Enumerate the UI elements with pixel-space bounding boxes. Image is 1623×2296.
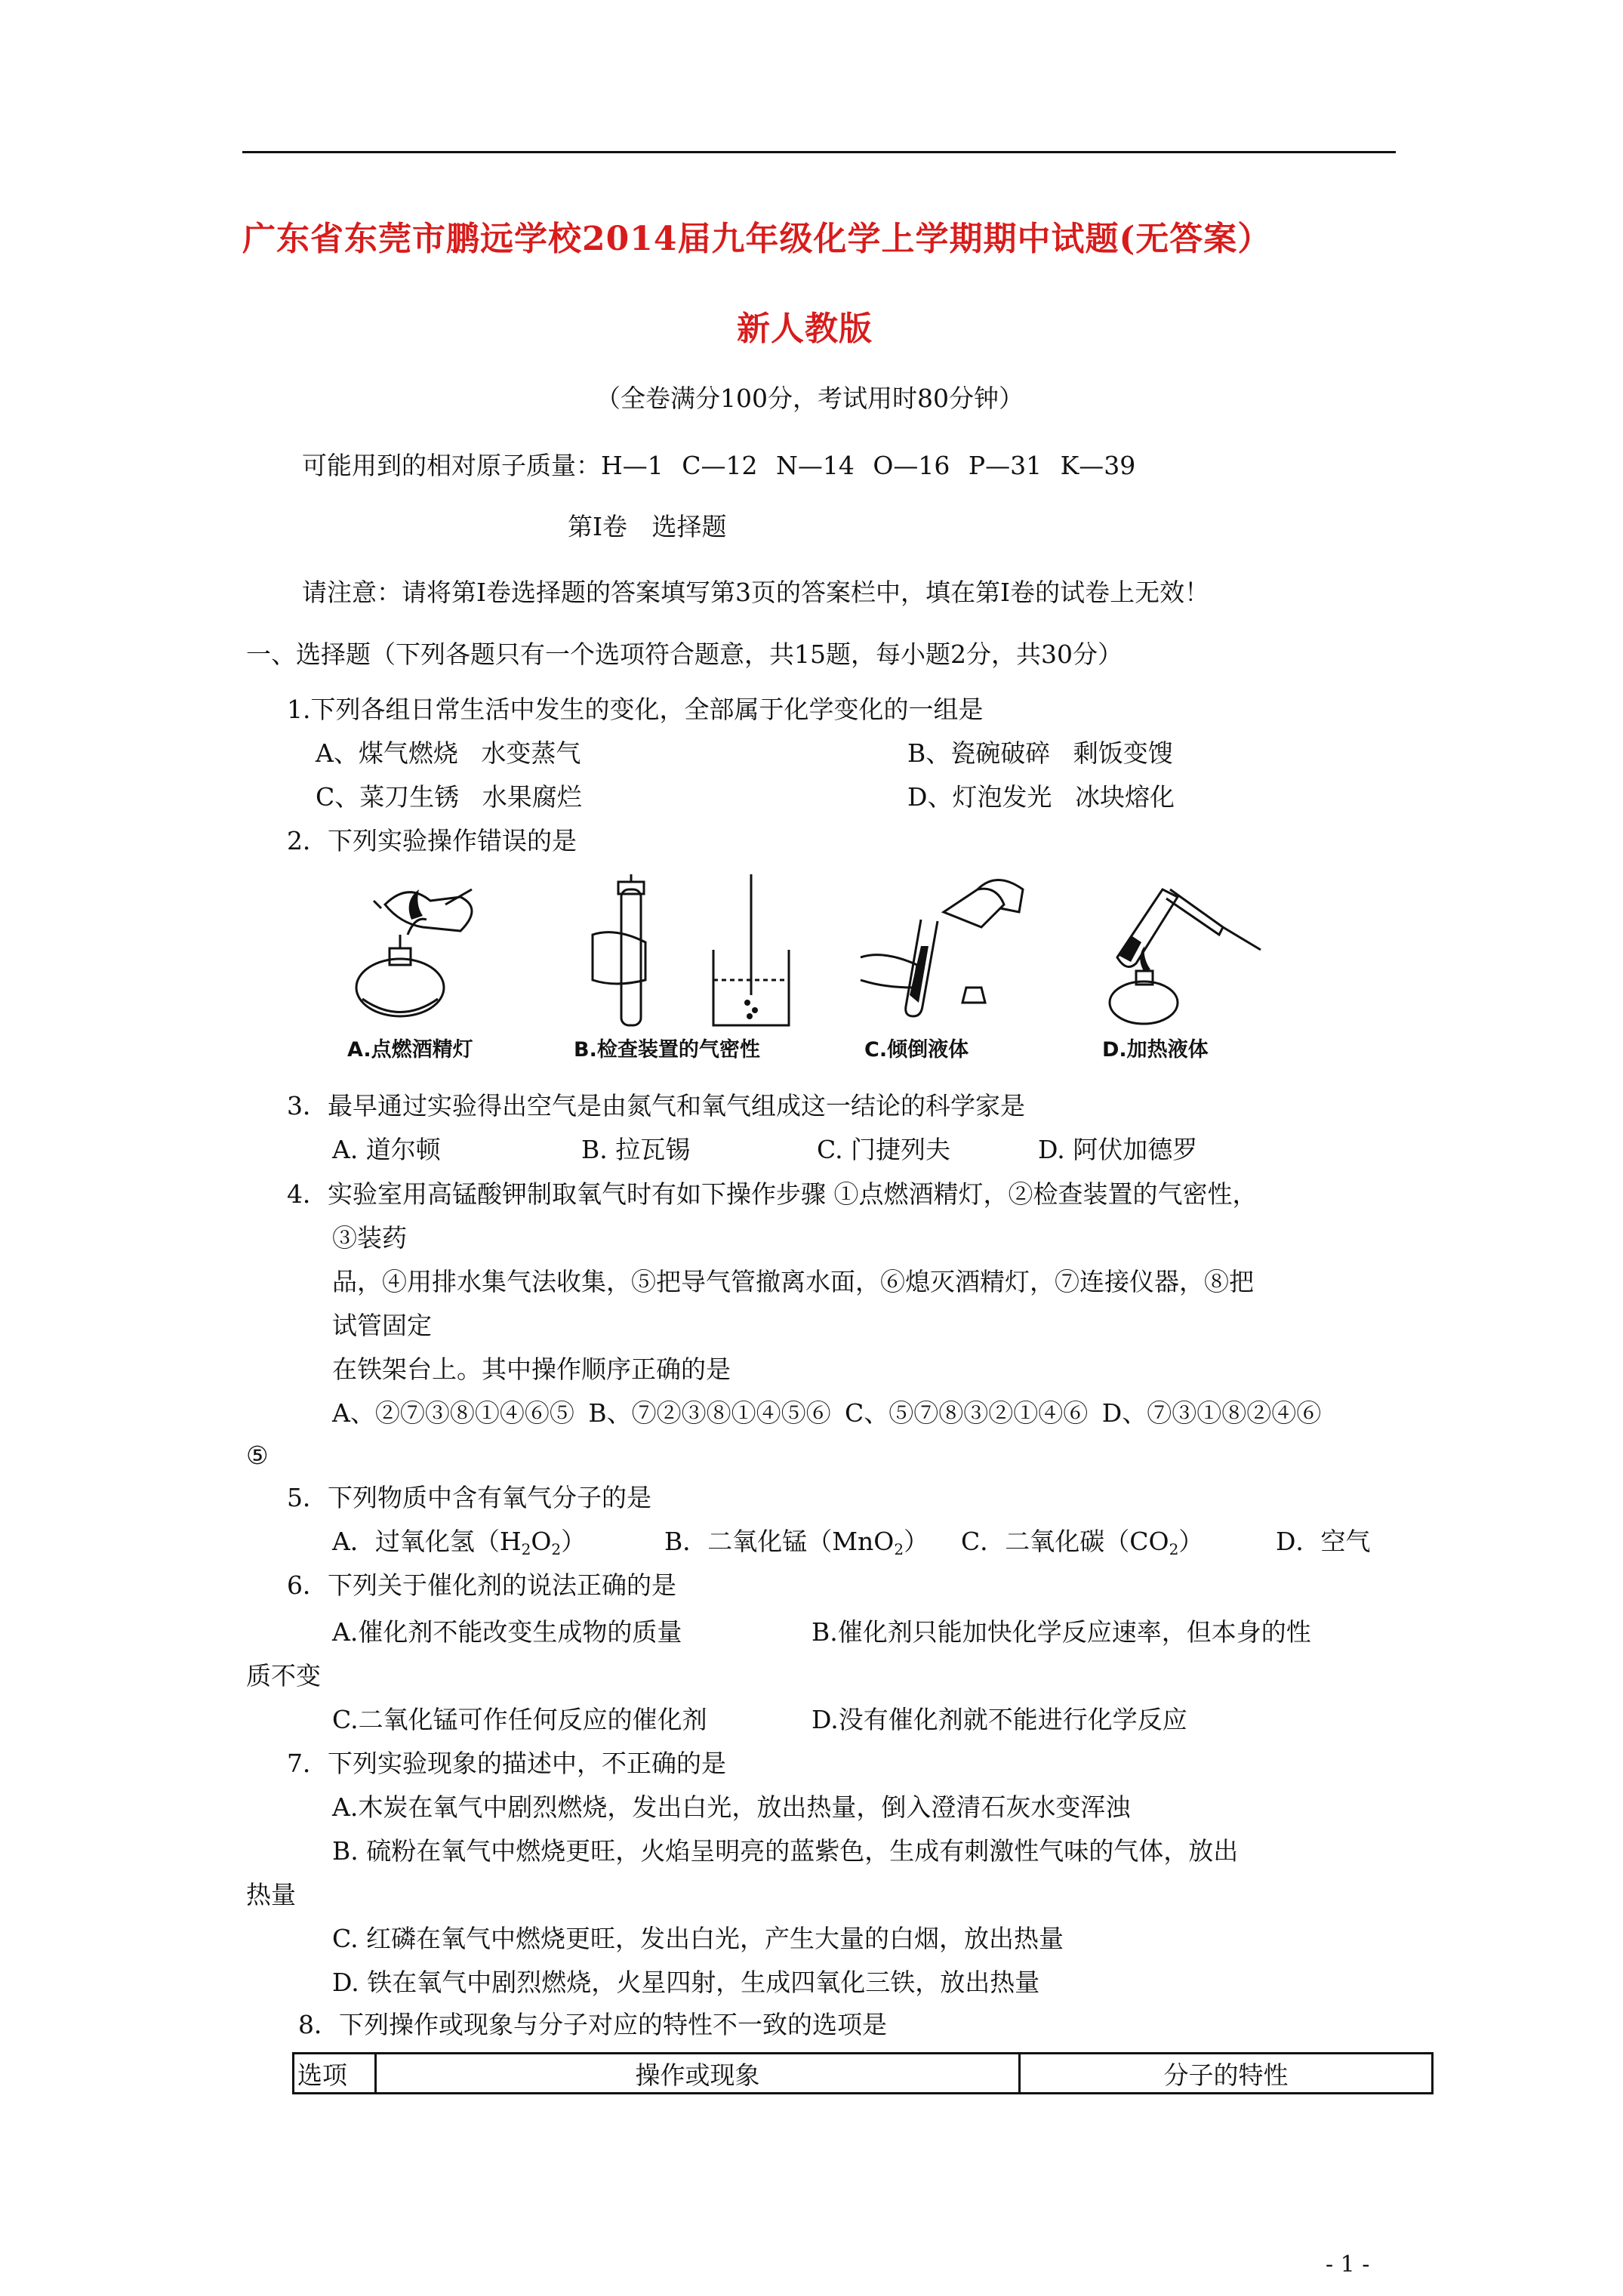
- question-6-option-d: D.没有催化剂就不能进行化学反应: [812, 1705, 1187, 1734]
- figure-a-lighting-lamp: [332, 874, 551, 1063]
- question-3-option-b: B. 拉瓦锡: [581, 1135, 691, 1164]
- figure-a-caption: A.点燃酒精灯: [347, 1038, 473, 1062]
- table-header-option: 选项: [294, 2054, 376, 2094]
- section-heading: 一、选择题（下列各题只有一个选项符合题意，共15题，每小题2分，共30分）: [246, 639, 1123, 669]
- question-1-option-d: D、灯泡发光 冰块熔化: [907, 782, 1175, 812]
- question-4-line-2: ③装药: [332, 1223, 407, 1253]
- table-header-row: [294, 2054, 1433, 2094]
- pouring-liquid-illustration: [845, 874, 1064, 1033]
- question-8-stem: 8．下列操作或现象与分子对应的特性不一致的选项是: [298, 2010, 887, 2039]
- table-header-property: 分子的特性: [1020, 2054, 1433, 2094]
- question-3-stem: 3．最早通过实验得出空气是由氮气和氧气组成这一结论的科学家是: [287, 1091, 1025, 1120]
- page-number: - 1 -: [1326, 2251, 1370, 2278]
- question-2-stem: 2．下列实验操作错误的是: [287, 826, 577, 855]
- question-5-option-c: C．二氧化碳$(CO_2)$: [961, 1527, 1204, 1558]
- section-title: 第Ⅰ卷 选择题: [568, 512, 727, 541]
- question-1-option-b: B、瓷碗破碎 剩饭变馊: [907, 738, 1173, 768]
- table-header-operation: 操作或现象: [376, 2054, 1020, 2094]
- document-subtitle: 新人教版: [737, 310, 873, 348]
- question-6-stem: 6．下列关于催化剂的说法正确的是: [287, 1570, 676, 1600]
- question-6-option-c: C.二氧化锰可作任何反应的催化剂: [332, 1705, 707, 1734]
- question-6-option-b: B.催化剂只能加快化学反应速率，但本身的性: [812, 1617, 1311, 1647]
- question-7-option-d: D. 铁在氧气中剧烈燃烧，火星四射，生成四氧化三铁，放出热量: [332, 1968, 1040, 1997]
- question-2-figures: [332, 874, 1291, 1071]
- question-4-line-5: 在铁架台上。其中操作顺序正确的是: [332, 1354, 731, 1384]
- question-5-option-b: B．二氧化锰（MnO$_2$）: [664, 1527, 929, 1558]
- question-4-line-1: 4．实验室用高锰酸钾制取氧气时有如下操作步骤 ①点燃酒精灯，②检查装置的气密性，: [287, 1179, 1258, 1209]
- figure-c-caption: C.倾倒液体: [864, 1038, 969, 1062]
- heating-liquid-illustration: [1072, 874, 1291, 1033]
- question-1-option-c: C、菜刀生锈 水果腐烂: [316, 782, 582, 812]
- figure-d-caption: D.加热液体: [1102, 1038, 1209, 1062]
- figure-c-pouring: [845, 874, 1064, 1063]
- question-1-stem: 1.下列各组日常生活中发生的变化，全部属于化学变化的一组是: [287, 695, 984, 724]
- question-3-option-c: C. 门捷列夫: [817, 1135, 951, 1164]
- figure-b-airtightness: [562, 874, 812, 1063]
- question-4-options: A、②⑦③⑧①④⑥⑤ B、⑦②③⑧①④⑤⑥ C、⑤⑦⑧③②①④⑥ D、⑦③①⑧②④⑥: [332, 1398, 1322, 1428]
- question-6-option-b-wrap: 质不变: [246, 1661, 321, 1690]
- question-4-options-wrap: ⑤: [246, 1441, 269, 1470]
- notice-text: 请注意：请将第Ⅰ卷选择题的答案填写第3页的答案栏中，填在第Ⅰ卷的试卷上无效！: [302, 578, 1210, 607]
- atomic-mass-line: 可能用到的相对原子质量：H—1 C—12 N—14 O—16 P—31 K—39: [302, 451, 1136, 480]
- exam-info: （全卷满分100分，考试用时80分钟）: [596, 384, 1024, 413]
- airtightness-check-illustration: [562, 874, 812, 1033]
- question-8-table: [292, 2052, 1434, 2094]
- question-7-option-c: C. 红磷在氧气中燃烧更旺，发出白光，产生大量的白烟，放出热量: [332, 1924, 1064, 1953]
- question-5-stem: 5．下列物质中含有氧气分子的是: [287, 1483, 651, 1512]
- question-7-stem: 7．下列实验现象的描述中，不正确的是: [287, 1749, 726, 1778]
- question-6-option-a: A.催化剂不能改变生成物的质量: [332, 1617, 682, 1647]
- question-5-option-a: A．过氧化氢$(H_2O_2)$: [332, 1527, 587, 1558]
- question-3-option-a: A. 道尔顿: [332, 1135, 441, 1164]
- question-1-option-a: A、煤气燃烧 水变蒸气: [316, 738, 581, 768]
- alcohol-lamp-lighting-illustration: [332, 874, 551, 1033]
- question-3-option-d: D. 阿伏加德罗: [1038, 1135, 1198, 1164]
- question-7-option-b-wrap: 热量: [246, 1880, 296, 1909]
- figure-d-heating: [1072, 874, 1291, 1063]
- question-4-line-4: 试管固定: [332, 1311, 432, 1340]
- header-rule: [242, 151, 1396, 153]
- question-7-option-a: A.木炭在氧气中剧烈燃烧，发出白光，放出热量，倒入澄清石灰水变浑浊: [332, 1792, 1131, 1822]
- document-title: 广东省东莞市鹏远学校2014届九年级化学上学期期中试题(无答案）: [242, 220, 1272, 258]
- question-4-line-3: 品，④用排水集气法收集，⑤把导气管撤离水面，⑥熄灭酒精灯，⑦连接仪器，⑧把: [332, 1267, 1254, 1296]
- question-5-option-d: D．空气: [1276, 1527, 1371, 1556]
- question-7-option-b: B. 硫粉在氧气中燃烧更旺，火焰呈明亮的蓝紫色，生成有刺激性气味的气体，放出: [332, 1836, 1239, 1866]
- figure-b-caption: B.检查装置的气密性: [574, 1038, 760, 1062]
